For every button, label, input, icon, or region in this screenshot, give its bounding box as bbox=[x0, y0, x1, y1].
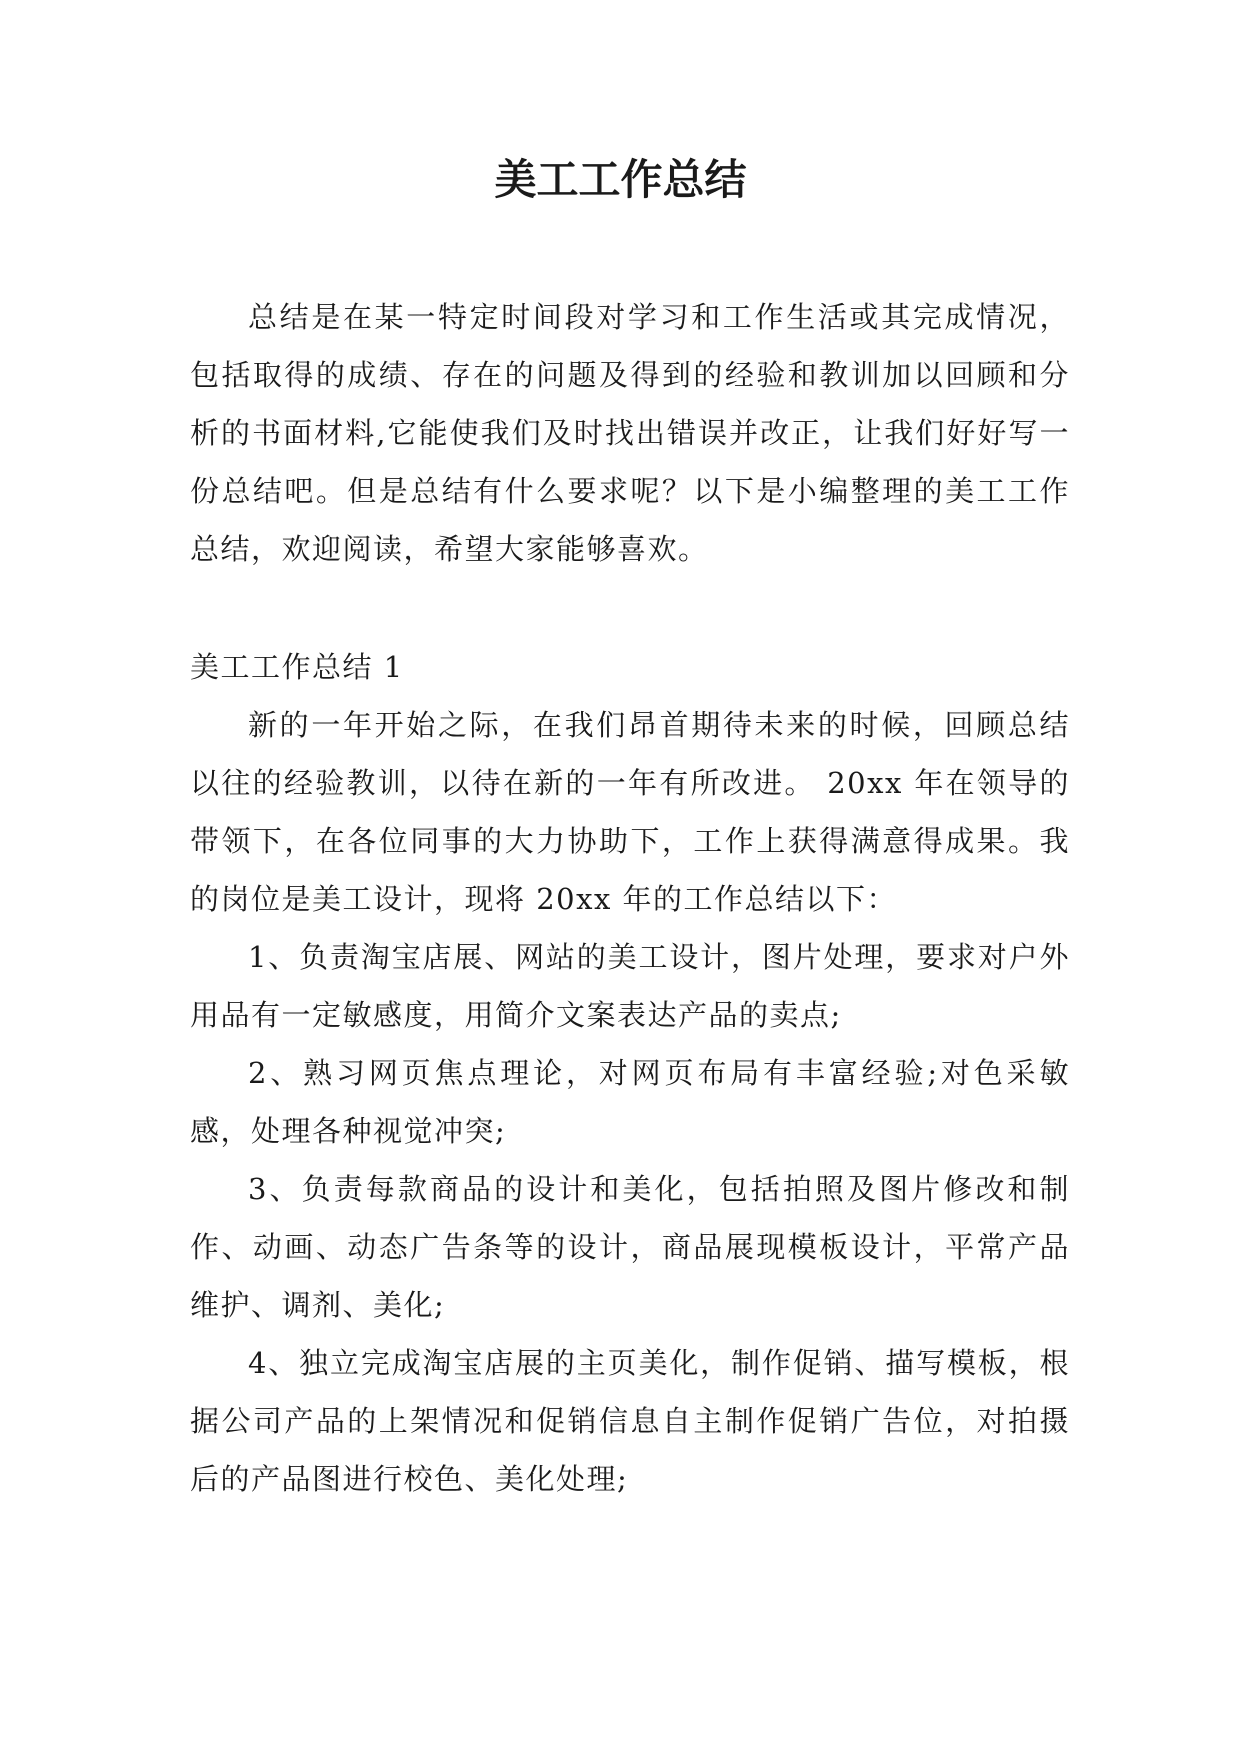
section-heading: 美工工作总结 1 bbox=[190, 650, 404, 684]
paragraph-4: 3、负责每款商品的设计和美化，包括拍照及图片修改和制作、动画、动态广告条等的设计，商品展现模板设计，平常产品维护、调剂、美化; bbox=[190, 1172, 1070, 1322]
paragraph-3: 2、熟习网页焦点理论，对网页布局有丰富经验;对色采敏感，处理各种视觉冲突; bbox=[190, 1056, 1070, 1148]
intro-paragraph: 总结是在某一特定时间段对学习和工作生活或其完成情况，包括取得的成绩、存在的问题及得到的经验和教训加以回顾和分析的书面材料,它能使我们及时找出错误并改正，让我们好好写一份总结吧。但是总结有什么要求呢？以下是小编整理的美工工作总结，欢迎阅读，希望大家能够喜欢。 bbox=[190, 300, 1070, 566]
document-title: 美工工作总结 bbox=[494, 155, 747, 204]
intro-block bbox=[190, 288, 1070, 578]
paragraph-1: 新的一年开始之际，在我们昂首期待未来的时候，回顾总结以往的经验教训，以待在新的一年有所改进。 20xx 年在领导的带领下，在各位同事的大力协助下，工作上获得满意得成果。我的岗位是美工设计，现将 20xx 年的工作总结以下： bbox=[190, 708, 1070, 916]
paragraph-2: 1、负责淘宝店展、网站的美工设计，图片处理，要求对户外用品有一定敏感度，用简介文案表达产品的卖点; bbox=[190, 940, 1070, 1032]
paragraph-5: 4、独立完成淘宝店展的主页美化，制作促销、描写模板，根据公司产品的上架情况和促销信息自主制作促销广告位，对拍摄后的产品图进行校色、美化处理; bbox=[190, 1346, 1070, 1496]
section-1 bbox=[190, 638, 1070, 1508]
